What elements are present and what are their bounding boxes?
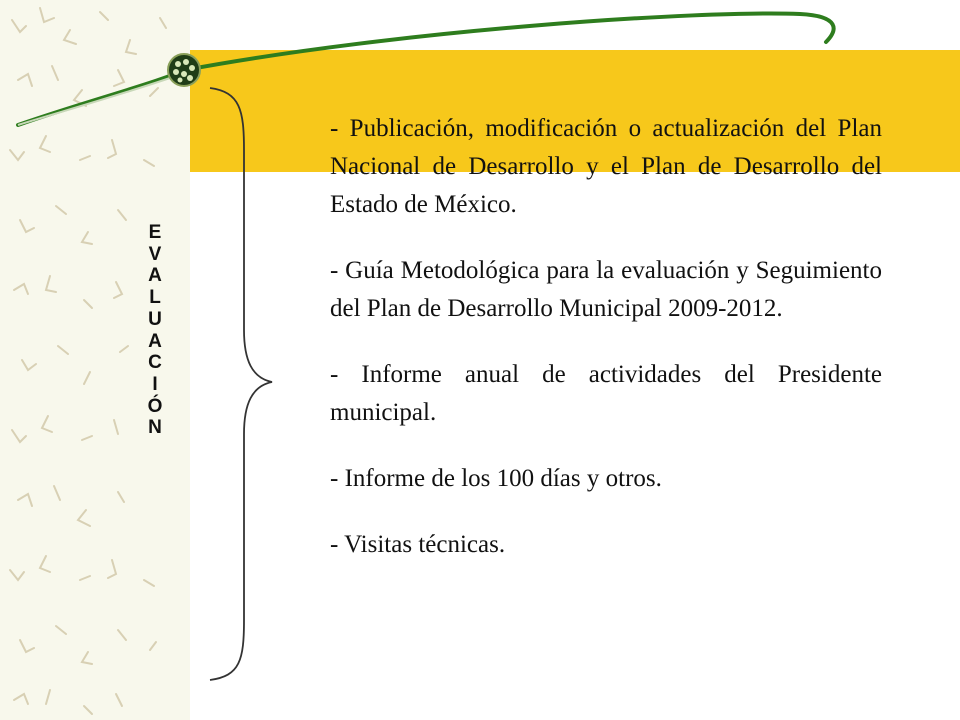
label-letter: Ó bbox=[147, 395, 163, 417]
list-item: - Publicación, modificación o actualización del Plan Nacional de Desarrollo y el Plan de Desarrollo del Estado de México. bbox=[330, 115, 882, 218]
label-letter: N bbox=[148, 417, 162, 439]
list-item: - Guía Metodológica para la evaluación y Seguimiento del Plan de Desarrollo Municipal 2009-2012. bbox=[330, 257, 882, 322]
left-curly-brace bbox=[210, 88, 272, 680]
label-letter: L bbox=[149, 287, 161, 309]
green-dot-ornament bbox=[168, 54, 200, 86]
label-letter: E bbox=[148, 222, 162, 243]
list-item: - Informe de los 100 días y otros. bbox=[330, 465, 662, 492]
label-letter: U bbox=[148, 308, 162, 330]
evaluation-sources-list bbox=[330, 110, 882, 564]
label-letter: A bbox=[148, 265, 162, 287]
list-item: - Visitas técnicas. bbox=[330, 531, 506, 558]
arc-highlight bbox=[18, 78, 170, 125]
vertical-section-label bbox=[140, 222, 170, 439]
label-letter: I bbox=[152, 373, 158, 395]
green-arc-line bbox=[18, 13, 834, 125]
label-letter: A bbox=[148, 330, 162, 352]
label-letter: V bbox=[148, 243, 162, 265]
list-item: - Informe anual de actividades del Presidente municipal. bbox=[330, 361, 882, 426]
label-letter: C bbox=[148, 352, 162, 374]
